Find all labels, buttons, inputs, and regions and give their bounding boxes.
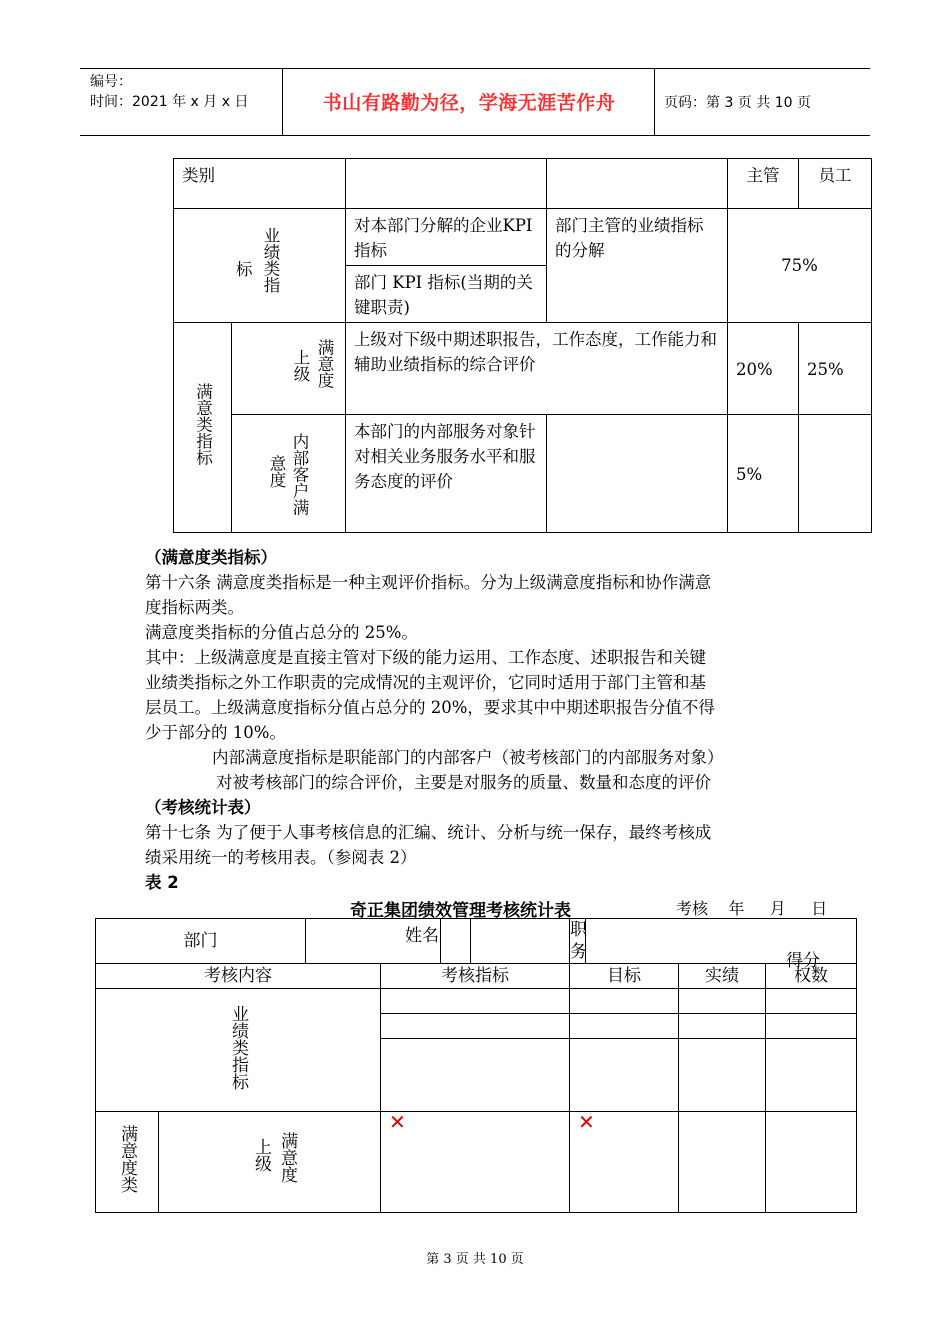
perf-row2-desc: 部门 KPI 指标(当期的关键职责) — [346, 266, 547, 323]
doc-number-label: 编号： — [90, 74, 132, 90]
cell[interactable] — [679, 1014, 766, 1039]
cell[interactable] — [381, 1014, 570, 1039]
dept-label: 部门 — [96, 919, 306, 964]
perf-group-label-a: 标 — [236, 259, 253, 279]
name-label-spacer — [441, 919, 471, 964]
name-value[interactable] — [471, 919, 570, 964]
sat-label: 满意度类 — [117, 1125, 137, 1193]
header-actual: 实绩 — [679, 964, 766, 989]
section-heading-statistics: （考核统计表） — [145, 798, 261, 817]
cell[interactable] — [570, 1039, 679, 1112]
cell[interactable] — [679, 1039, 766, 1112]
paragraph-line: 业绩类指标之外工作职责的完成情况的主观评价，它同时适用于部门主管和基 — [145, 673, 706, 692]
sat-int-label-cell — [232, 415, 346, 533]
table-label: 表 2 — [145, 873, 179, 892]
perf-group-label: 业绩类指 — [260, 226, 280, 293]
header-meta — [90, 72, 248, 112]
header-indicator: 考核指标 — [381, 964, 570, 989]
paragraph-line: 满意度类指标的分值占总分的 25%。 — [145, 623, 418, 642]
staff-header: 员工 — [799, 159, 872, 209]
empty-header-cell — [547, 159, 728, 209]
indicator-weight-table — [173, 158, 872, 533]
doc-time-label: 时间：2021 年 x 月 x 日 — [90, 94, 249, 110]
sat-int-manager-weight: 5% — [728, 415, 799, 533]
sat-int-label-a: 意度 — [266, 455, 286, 488]
manager-header: 主管 — [728, 159, 799, 209]
cell[interactable] — [679, 989, 766, 1014]
sat-sup-label-b: 满意度 — [314, 339, 334, 389]
sat-int-label-b: 内部客户满 — [290, 433, 309, 516]
cell[interactable] — [766, 1039, 857, 1112]
empty-header-cell — [346, 159, 547, 209]
paragraph-line: 内部满意度指标是职能部门的内部客户（被考核部门的内部服务对象） — [212, 748, 724, 767]
cell[interactable] — [679, 1112, 766, 1213]
empty-cell — [547, 415, 728, 533]
header-target: 目标 — [570, 964, 679, 989]
empty-cell — [799, 415, 872, 533]
paragraph-line: 度指标两类。 — [145, 598, 244, 617]
sup-label-b: 满意度 — [277, 1132, 297, 1183]
page-footer: 第 3 页 共 10 页 — [426, 1252, 524, 1267]
broken-image-icon: ✕ — [578, 1110, 595, 1134]
header-score: 得分 — [786, 951, 820, 971]
sup-label-cell — [159, 1112, 381, 1213]
category-header: 类别 — [174, 159, 346, 209]
header-content: 考核内容 — [96, 964, 381, 989]
header-weight: 权数 — [766, 964, 857, 989]
perf-group-cell — [174, 209, 346, 323]
paragraph-line: 第十六条 满意度类指标是一种主观评价指标。分为上级满意度指标和协作满意 — [145, 573, 712, 592]
sat-sup-manager-weight: 20% — [728, 323, 799, 415]
perf-label-cell — [96, 989, 381, 1112]
sup-label-a: 上级 — [251, 1138, 271, 1172]
sat-sup-staff-weight: 25% — [799, 323, 872, 415]
header-motto: 书山有路勤为径，学海无涯苦作舟 — [322, 92, 616, 114]
stats-table-title: 奇正集团绩效管理考核统计表 — [350, 901, 571, 921]
name-label: 姓名 — [405, 926, 439, 946]
cell[interactable] — [570, 1014, 679, 1039]
perf-row-manager-desc: 部门主管的业绩指标的分解 — [547, 209, 728, 323]
cell[interactable] — [766, 989, 857, 1014]
cell[interactable] — [766, 1014, 857, 1039]
cell[interactable] — [381, 1039, 570, 1112]
assessment-stats-table — [95, 918, 857, 1213]
cell[interactable] — [766, 1112, 857, 1213]
paragraph-line: 层员工。上级满意度指标分值占总分的 20%，要求其中中期述职报告分值不得 — [145, 698, 715, 717]
section-heading-satisfaction: （满意度类指标） — [145, 548, 277, 567]
header-page-number: 页码：第 3 页 共 10 页 — [664, 95, 811, 111]
sat-int-desc: 本部门的内部服务对象针对相关业务服务水平和服务态度的评价 — [346, 415, 547, 533]
broken-image-icon: ✕ — [389, 1110, 406, 1134]
paragraph-line: 第十七条 为了便于人事考核信息的汇编、统计、分析与统一保存，最终考核成 — [145, 823, 712, 842]
perf-weight: 75% — [728, 209, 872, 323]
paragraph-line: 少于部分的 10%。 — [145, 723, 286, 742]
cell[interactable] — [381, 989, 570, 1014]
paragraph-line: 绩采用统一的考核用表。（参阅表 2） — [145, 848, 417, 867]
perf-label: 业绩类指标 — [228, 1004, 248, 1090]
sat-group-label: 满意类指标 — [193, 382, 213, 466]
cell[interactable] — [570, 1112, 679, 1213]
cell[interactable] — [570, 989, 679, 1014]
sat-sup-desc: 上级对下级中期述职报告，工作态度，工作能力和辅助业绩指标的综合评价 — [346, 323, 728, 415]
sat-label-cell — [96, 1112, 159, 1213]
sat-group-cell — [174, 323, 232, 533]
cell[interactable] — [381, 1112, 570, 1213]
stats-table-date: 考核 年 月 日 — [676, 899, 828, 918]
perf-row1-desc: 对本部门分解的企业KPI 指标 — [346, 209, 547, 266]
sat-sup-label-a: 上级 — [290, 349, 310, 382]
position-label: 职务 — [570, 920, 587, 962]
paragraph-line: 其中：上级满意度是直接主管对下级的能力运用、工作态度、述职报告和关键 — [145, 648, 706, 667]
sat-sup-label-cell — [232, 323, 346, 415]
paragraph-line: 对被考核部门的综合评价，主要是对服务的质量、数量和态度的评价 — [216, 773, 711, 792]
